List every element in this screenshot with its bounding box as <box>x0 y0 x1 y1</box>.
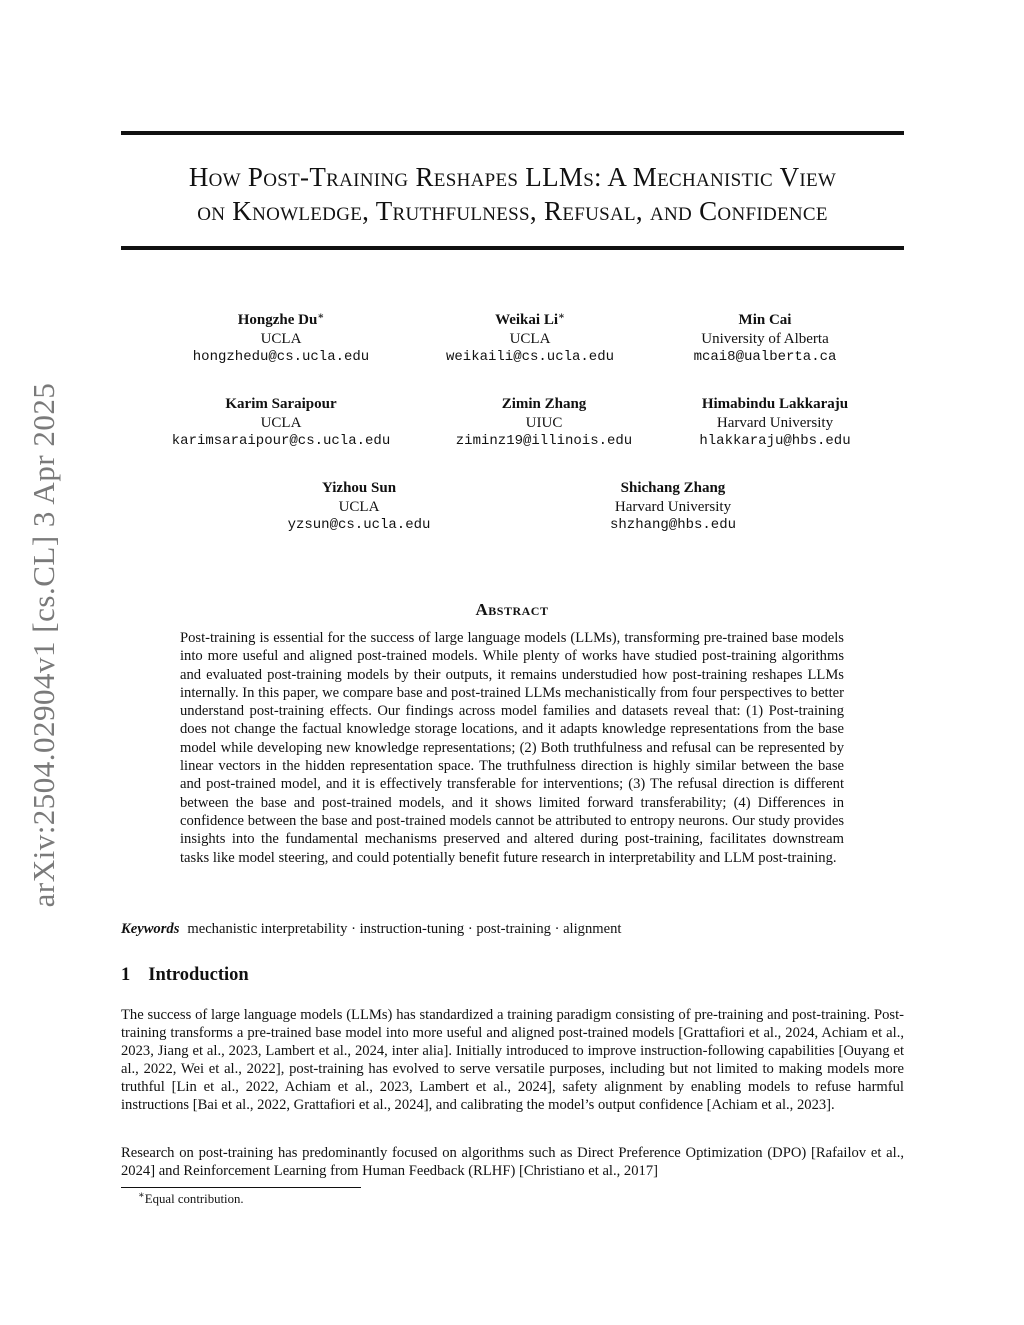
footnote <box>138 1192 244 1207</box>
author-affiliation: UCLA <box>260 414 302 431</box>
body-paragraph: Research on post-training has predominantly focused on algorithms such as Direct Preference Optimization (DPO) [Rafailov et al., 2024] and Reinforcement Learning from Human Feedback (RLHF) [Christiano et al., 2017] <box>121 1145 904 1180</box>
abstract-text: Post-training is essential for the success of large language models (LLMs), transforming pre-trained base models into more useful and aligned post-trained models. While plenty of works have studied post-training algorithms and evaluated post-training models by their outputs, it remains understudied how post-training reshapes LLMs internally. In this paper, we compare base and post-trained LLMs mechanistically from four perspectives to better understand post-training effects. Our findings across model families and datasets reveal that: (1) Post-training does not change the factual knowledge storage locations, and it adapts knowledge representations from the base model while developing new knowledge representations; (2) Both truthfulness and refusal can be represented by linear vectors in the hidden representation space. The truthfulness direction is highly similar between the base and post-trained model, and it is effectively transferable for interventions; (3) The refusal direction is different between the base and post-trained models, and it shows limited forward transferability; (4) Differences in confidence between the base and post-trained models cannot be attributed to entropy neurons. Our study provides insights into the fundamental mechanisms preserved and altered during post-training, facilitates downstream tasks like model steering, and could potentially benefit future research in interpretability and LLM post-training. <box>180 630 844 866</box>
author-email[interactable]: mcai8@ualberta.ca <box>693 349 837 365</box>
author-block <box>615 395 935 451</box>
title-rule-top <box>121 131 904 135</box>
author-affiliation: University of Alberta <box>701 330 829 347</box>
footnote-mark: ∗ <box>138 1190 145 1201</box>
author-name: Hongzhe Du∗ <box>237 311 325 328</box>
author-affiliation: UCLA <box>260 330 302 347</box>
section-heading <box>121 965 249 986</box>
author-name: Min Cai <box>738 312 792 328</box>
author-name: Weikai Li∗ <box>495 311 565 328</box>
arxiv-identifier: arXiv:2504.02904v1 [cs.CL] 3 Apr 2025 <box>26 382 61 908</box>
author-name: Karim Saraipour <box>225 396 337 412</box>
author-block <box>199 479 519 535</box>
keywords-text: mechanistic interpretability · instruction-tuning · post-training · alignment <box>187 921 622 937</box>
author-email[interactable]: weikaili@cs.ucla.edu <box>445 349 615 365</box>
keywords-label: Keywords <box>121 921 180 937</box>
author-email[interactable]: karimsaraipour@cs.ucla.edu <box>171 433 391 449</box>
author-block <box>513 479 833 535</box>
author-affiliation: UIUC <box>525 414 563 431</box>
footnote-rule <box>121 1187 361 1188</box>
title-line-2: on Knowledge, Truthfulness, Refusal, and Confidence <box>197 196 828 226</box>
author-name: Yizhou Sun <box>321 480 397 496</box>
body-paragraph: The success of large language models (LLMs) has standardized a training paradigm consisting of pre-training and post-training. Post-training transforms a pre-trained base model into more useful and aligned post-trained models [Grattafiori et al., 2024, Achiam et al., 2023, Jiang et al., 2023, Lambert et al., 2024, inter alia]. Initially introduced to improve instruction-following capabilities [Ouyang et al., 2022, Wei et al., 2022], post-training has evolved to serve versatile purposes, including but not limited to making models more truthful [Lin et al., 2022, Achiam et al., 2023, Lambert et al., 2024], safety alignment by enabling models to refuse harmful instructions [Bai et al., 2022, Grattafiori et al., 2024], and calibrating the model’s output confidence [Achiam et al., 2023]. <box>121 1007 904 1114</box>
author-name: Himabindu Lakkaraju <box>701 396 849 412</box>
author-block <box>605 311 925 367</box>
author-affiliation: Harvard University <box>716 414 834 431</box>
title-rule-bottom <box>121 246 904 250</box>
author-email[interactable]: ziminz19@illinois.edu <box>455 433 633 449</box>
footnote-text: Equal contribution. <box>144 1192 244 1206</box>
abstract-heading: Abstract <box>475 600 549 619</box>
author-affiliation: UCLA <box>509 330 551 347</box>
author-affiliation: Harvard University <box>614 498 732 515</box>
keywords-line <box>121 921 621 938</box>
author-email[interactable]: shzhang@hbs.edu <box>609 517 737 533</box>
author-email[interactable]: hlakkaraju@hbs.edu <box>699 433 851 449</box>
section-title: Introduction <box>148 965 249 985</box>
title-line-1: How Post-Training Reshapes LLMs: A Mechanistic View <box>188 162 837 192</box>
section-number: 1 <box>121 965 131 985</box>
author-affiliation: UCLA <box>338 498 380 515</box>
author-email[interactable]: yzsun@cs.ucla.edu <box>287 517 431 533</box>
author-name: Zimin Zhang <box>501 396 587 412</box>
author-email[interactable]: hongzhedu@cs.ucla.edu <box>192 349 370 365</box>
author-name: Shichang Zhang <box>620 480 726 496</box>
paper-title <box>121 160 904 228</box>
